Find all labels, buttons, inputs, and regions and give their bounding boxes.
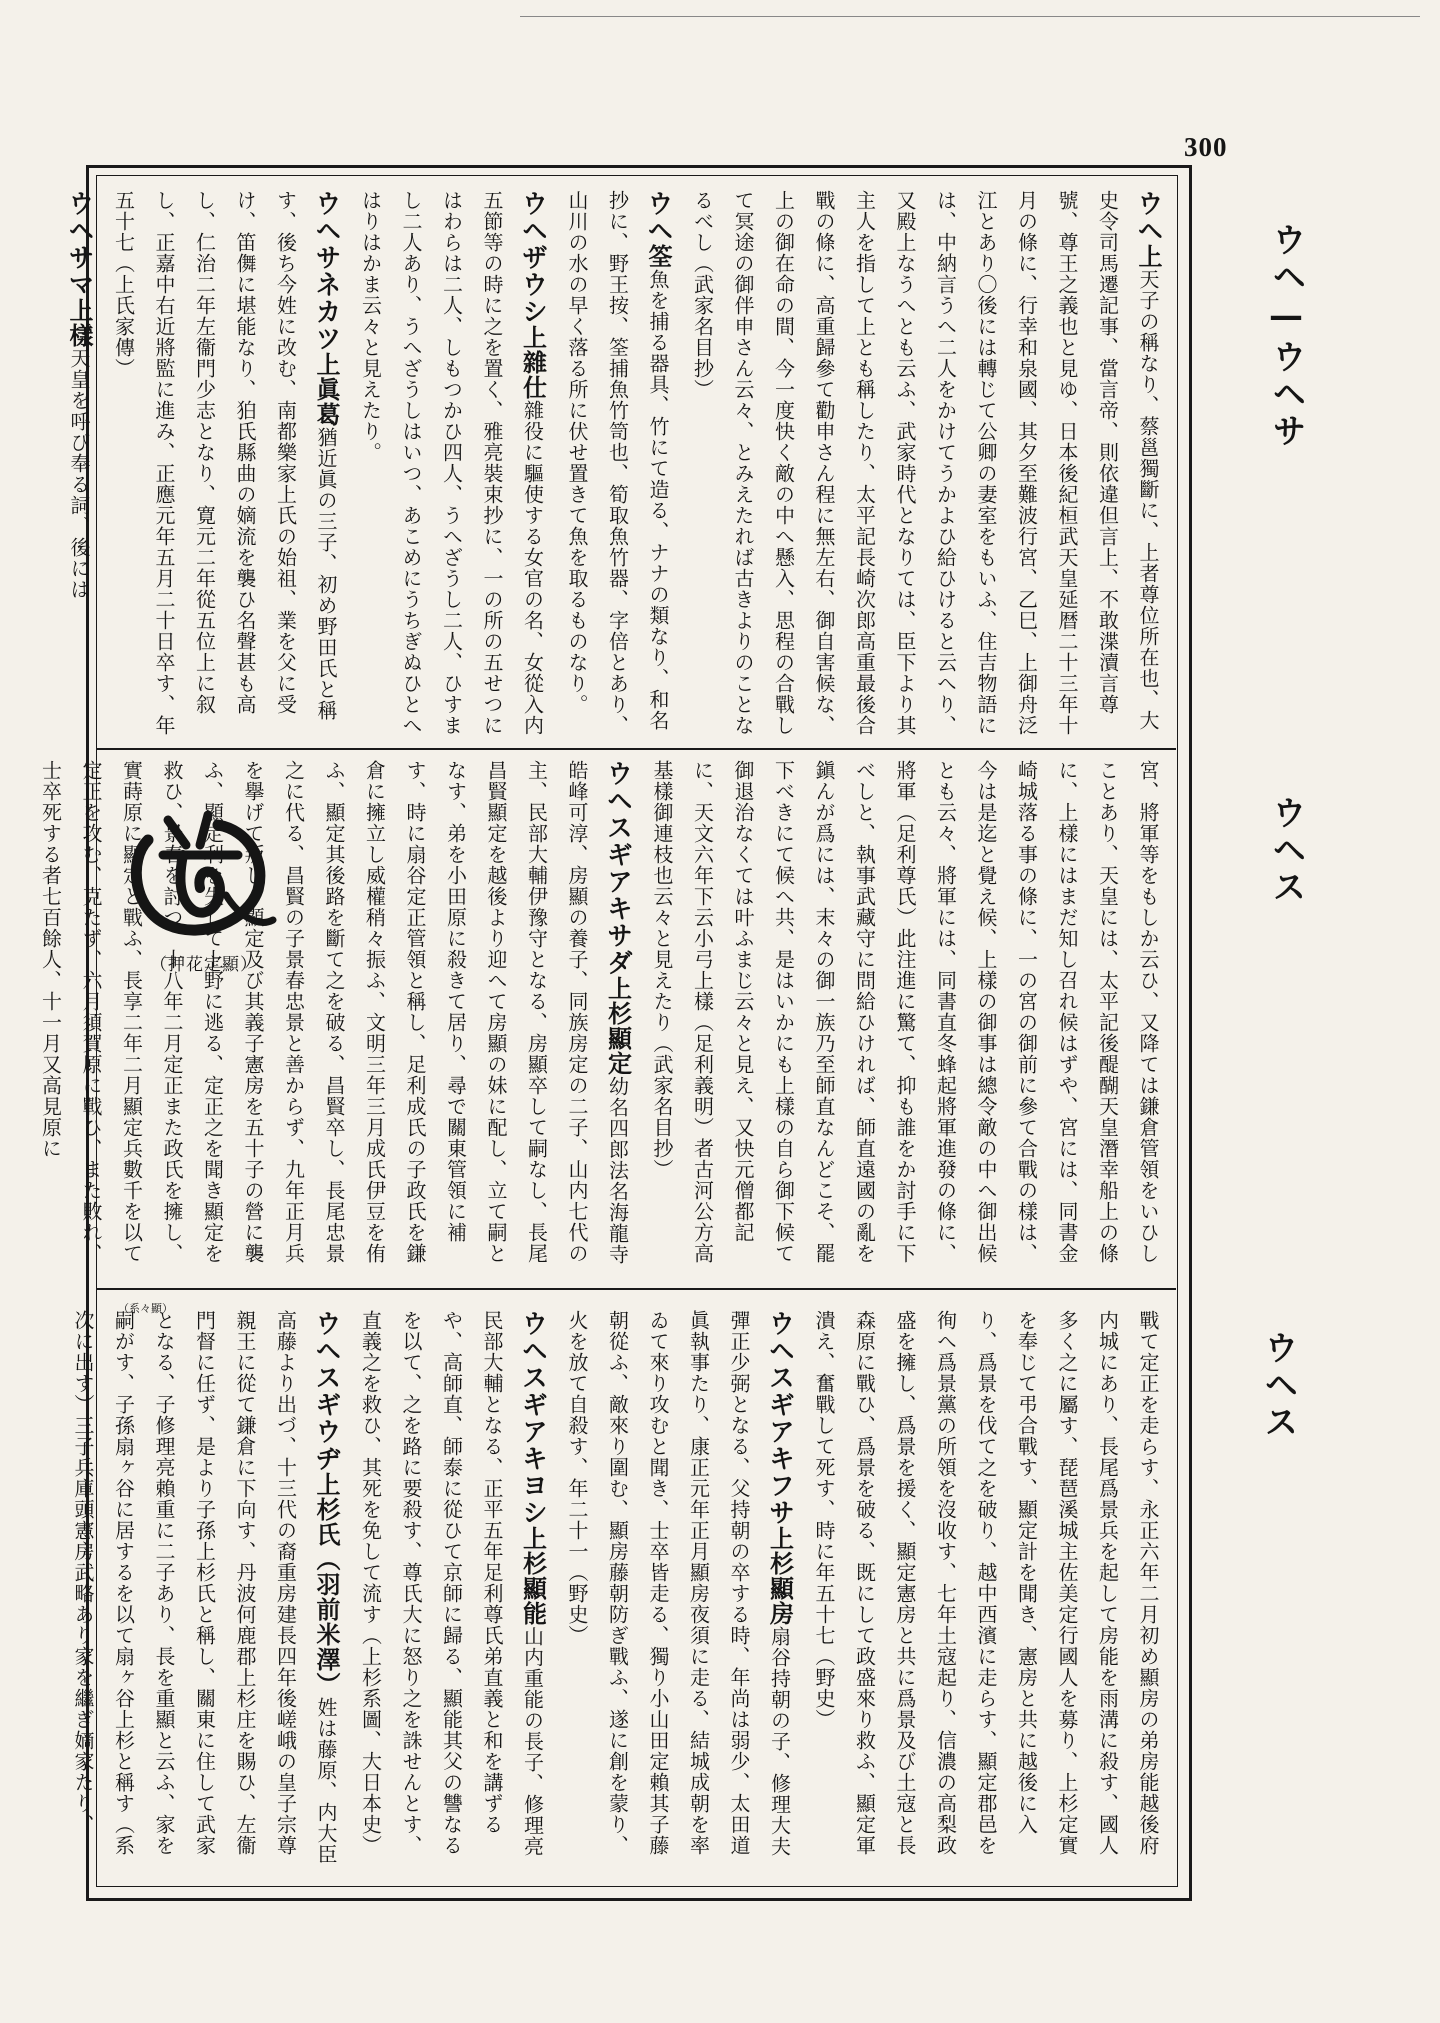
entry-headword-kanji: 上杉顯能 bbox=[518, 1526, 548, 1626]
entry-body-text: 山内重能の長子、修理亮民部大輔となる、正平五年足利尊氏弟直義と和を講ずるや、高師直、師泰に從ひて京師に歸る、顯能其父の讐なるを以て、之を路に要殺す、尊氏大に怒り之を誅せんとす、直義之を救ひ、其死を免して流す（上杉系圖、大日本史） bbox=[358, 1310, 545, 1857]
section-divider bbox=[96, 748, 1176, 750]
entry-headword-kana: ウヘスギアキヨシ bbox=[517, 1310, 548, 1526]
entry-body-text: 雜役に驅使する女官の名、女從入内五節等の時に之を置く、雅亮裝束抄に、一の所の五せつにはわらは二人、しもつかひ四人、うへざうし二人、ひすまし二人あり、うへざうしはいつ、あこめにうちぎぬひとへはりはかま云々と見えたり。 bbox=[358, 190, 545, 736]
entry-headword-kanji: 筌 bbox=[644, 244, 673, 269]
entry-headword-kana: ウヘ bbox=[1133, 190, 1163, 244]
entry-body-text: 魚を捕る器具、竹にて造る、ナナの類なり、和名抄に、野王按、筌捕魚竹笥也、筍取魚竹器、字倍とあり、山川の水の早く落る所に伏せ置きて魚を取るものなり。 bbox=[565, 190, 670, 736]
dictionary-entry bbox=[63, 1310, 347, 1875]
entry-headword-kanji: 上 bbox=[1134, 244, 1163, 269]
entry-headword-kana: ウヘスギウヂ bbox=[311, 1310, 341, 1472]
dictionary-entry bbox=[682, 190, 1168, 738]
entry-body-text: 天皇を呼び奉る詞、後には bbox=[67, 348, 91, 600]
entry-headword-kana: ウヘサマ bbox=[64, 190, 94, 298]
dictionary-entry bbox=[350, 190, 553, 738]
entry-headword-kana: ウヘスギアキサダ bbox=[602, 760, 633, 976]
entry-headword-kanji: 上樣 bbox=[65, 298, 94, 348]
dictionary-entry bbox=[103, 190, 346, 738]
entry-headword-kanji: 上雜仕 bbox=[518, 325, 548, 400]
dictionary-entry bbox=[804, 1310, 1169, 1875]
entry-body-text: 幼名四郎法名海龍寺皓峰可淳、房顯の養子、同族房定の二子、山内七代の主、民部大輔伊豫守となる、房顯卒して嗣なし、長尾昌賢顯定を越後より迎へて房顯の妹に配し、立て嗣となす、弟を小田原に殺きて居り、尋で關東管領に補す、時に扇谷定正管領と稱し、足利成氏の子政氏を鎌倉に擁立し威權稍々振ふ、文明三年三月成氏伊豆を侑ふ、顯定其後路を斷て之を破る、昌賢卒し、長尾忠景之に代る、昌賢の子景春忠景と善からず、九年正月兵を擧げて叛し、顯定及び其義子憲房を五十子の營に襲ふ、顯定利を失して上野に逃る、定正之を聞き顯定を救ひ、景春を討つ、十八年二月定正また政氏を擁し、實蒔原に顯定と戰ふ、長享二年二月顯定兵數千を以て定正を攻む、克たず、六月須賀原に戰ひ、また敗れ、士卒死する者七百餘人、十一月又高見原に bbox=[38, 760, 630, 1265]
footnote-mark: （系々顯） bbox=[118, 1302, 173, 1315]
running-head-middle: ウヘス bbox=[1266, 795, 1306, 906]
dictionary-entry bbox=[557, 1310, 800, 1875]
entry-headword-kana: ウヘザウシ bbox=[517, 190, 548, 325]
entry-headword-kana: ウヘサネカツ bbox=[311, 190, 341, 352]
dictionary-section-top bbox=[64, 190, 1168, 738]
top-rule bbox=[520, 16, 1420, 17]
entry-headword-kana: ウヘ bbox=[643, 190, 673, 244]
running-head-bottom: ウヘス bbox=[1258, 1330, 1298, 1441]
entry-body-text: 猶近眞の三子、初め野田氏と稱す、後ち今姓に改む、南都樂家上氏の始祖、業を父に受け、笛儛に堪能なり、狛氏縣曲の嫡流を襲ひ名聲甚も高し、仁治二年左衞門少志となり、寛元二年從五位上に叙し、正嘉中右近將監に進み、正應元年五月二十日卒す、年五十七（上氏家傳） bbox=[111, 190, 338, 736]
section-divider bbox=[96, 1288, 1176, 1290]
entry-body-text: 扇谷持朝の子、修理大夫彈正少弼となる、父持朝の卒する時、年尚は弱少、太田道眞執事たり、康正元年正月顯房夜須に走る、結城成朝を率ゐて來り攻むと聞き、士卒皆走る、獨り小山田定賴其子藤朝從ふ、敵來り圍む、顯房藤朝防ぎ戰ふ、遂に創を蒙り、火を放て自殺す、年二十一（野史） bbox=[565, 1310, 792, 1857]
entry-body-text: 戰て定正を走らす、永正六年二月初め顯房の弟房能越後府内城にあり、長尾爲景兵を起して房能を雨溝に殺す、國人多く之に屬す、琵琶溪城主佐美定行國人を募り、上杉定實を奉じて弔合戰す、顯定計を聞き、憲房と共に越後に入り、爲景を伐て之を破り、越中西濱に走らす、顯定郡邑を徇へ爲景黨の所領を沒收す、七年土寇起り、信濃の高梨政盛を擁し、爲景を援く、顯定憲房と共に爲景及び土寇と長森原に戰ひ、爲景を破る、既にして政盛來り救ふ、顯定軍潰え、奮戰して死す、時に年五十七（野史） bbox=[812, 1310, 1160, 1856]
kao-seal-image bbox=[108, 800, 278, 965]
entry-body-text: 姓は藤原、内大臣高藤より出づ、十三代の裔重房建長四年後嵯峨の皇子宗尊親王に從て鎌倉に下向す、丹波何鹿郡上杉庄を賜ひ、左衞門督に任ず、是より子孫上杉氏と稱し、關東に住して武家となる、子修理亮賴重に二子あり、長を重顯と云ふ、家を嗣がす、子孫扇ヶ谷に居するを以て扇ヶ谷上杉と稱す（系次に出す）三子兵庫頭憲房武略あり家を繼ぎ嫡家たり、 bbox=[71, 1310, 338, 1865]
page-number: 300 bbox=[1184, 132, 1228, 162]
dictionary-entry bbox=[59, 190, 100, 738]
seal-caption: （押花定顯） bbox=[150, 955, 258, 975]
entry-headword-kanji: 上眞葛 bbox=[312, 352, 341, 427]
entry-headword-kanji: 上杉顯房 bbox=[765, 1526, 795, 1626]
dictionary-entry bbox=[642, 760, 1169, 1278]
dictionary-section-bottom bbox=[71, 1310, 1168, 1875]
entry-body-text: 宮、將軍等をもしか云ひ、又降ては鎌倉管領をいひしことあり、天皇には、太平記後醍醐天皇潛幸船上の條に、上樣にはまだ知し召れ候はずや、宮には、同書金崎城落る事の條に、一の宮の御前に參て合戰の樣は、今は是迄と覺え候、上樣の御事は總令敵の中へ御出候とも云々、將軍には、同書直冬蜂起將軍進發の條に、將軍（足利尊氏）此注進に驚て、抑も誰をか討手に下べしと、執事武藏守に問給ひければ、師直遠國の亂を鎭んが爲には、末々の御一族乃至師直なんどこそ、罷下べきにて候へ共、是はいかにも上樣の自ら御下候て御退治なくては叶ふまじ云々と見え、又快元僧都記に、天文六年下云小弓上樣（足利義明）者古河公方高基樣御連枝也云々と見えたり（武家名目抄） bbox=[650, 760, 1160, 1264]
entry-headword-kanji: 上杉氏（羽前米澤） bbox=[312, 1472, 341, 1697]
entry-body-text: 天子の稱なり、蔡邕獨斷に、上者尊位所在也、大史令司馬遷記事、當言帝、則依違但言上、不敢渫瀆言尊號、尊王之義也と見ゆ、日本後紀桓武天皇延暦二十三年十月の條に、行幸和泉國、其夕至難波行宮、乙巳、上御舟泛江とあり〇後には轉じて公卿の妻室をもいふ、住吉物語には、中納言うへ二人をかけてうかよひ給ひけると云へり、又殿上なうへとも云ふ、武家時代となりては、臣下より其主人を指して上とも稱したり、太平記長崎次郎高重最後合戰の條に、高重歸參て勸申さん程に無左右、御自害候な、上の御在命の間、今一度快く敵の中へ懸入、思程の合戰して冥途の御伴申さん云々、とみえたれば古きよりのことなるべし（武家名目抄） bbox=[690, 190, 1160, 736]
dictionary-entry bbox=[557, 190, 679, 738]
entry-headword-kanji: 上杉顯定 bbox=[603, 976, 633, 1076]
running-head-top: ウヘ—ウヘサ bbox=[1266, 222, 1306, 450]
dictionary-entry bbox=[350, 1310, 553, 1875]
entry-headword-kana: ウヘスギアキフサ bbox=[764, 1310, 795, 1526]
